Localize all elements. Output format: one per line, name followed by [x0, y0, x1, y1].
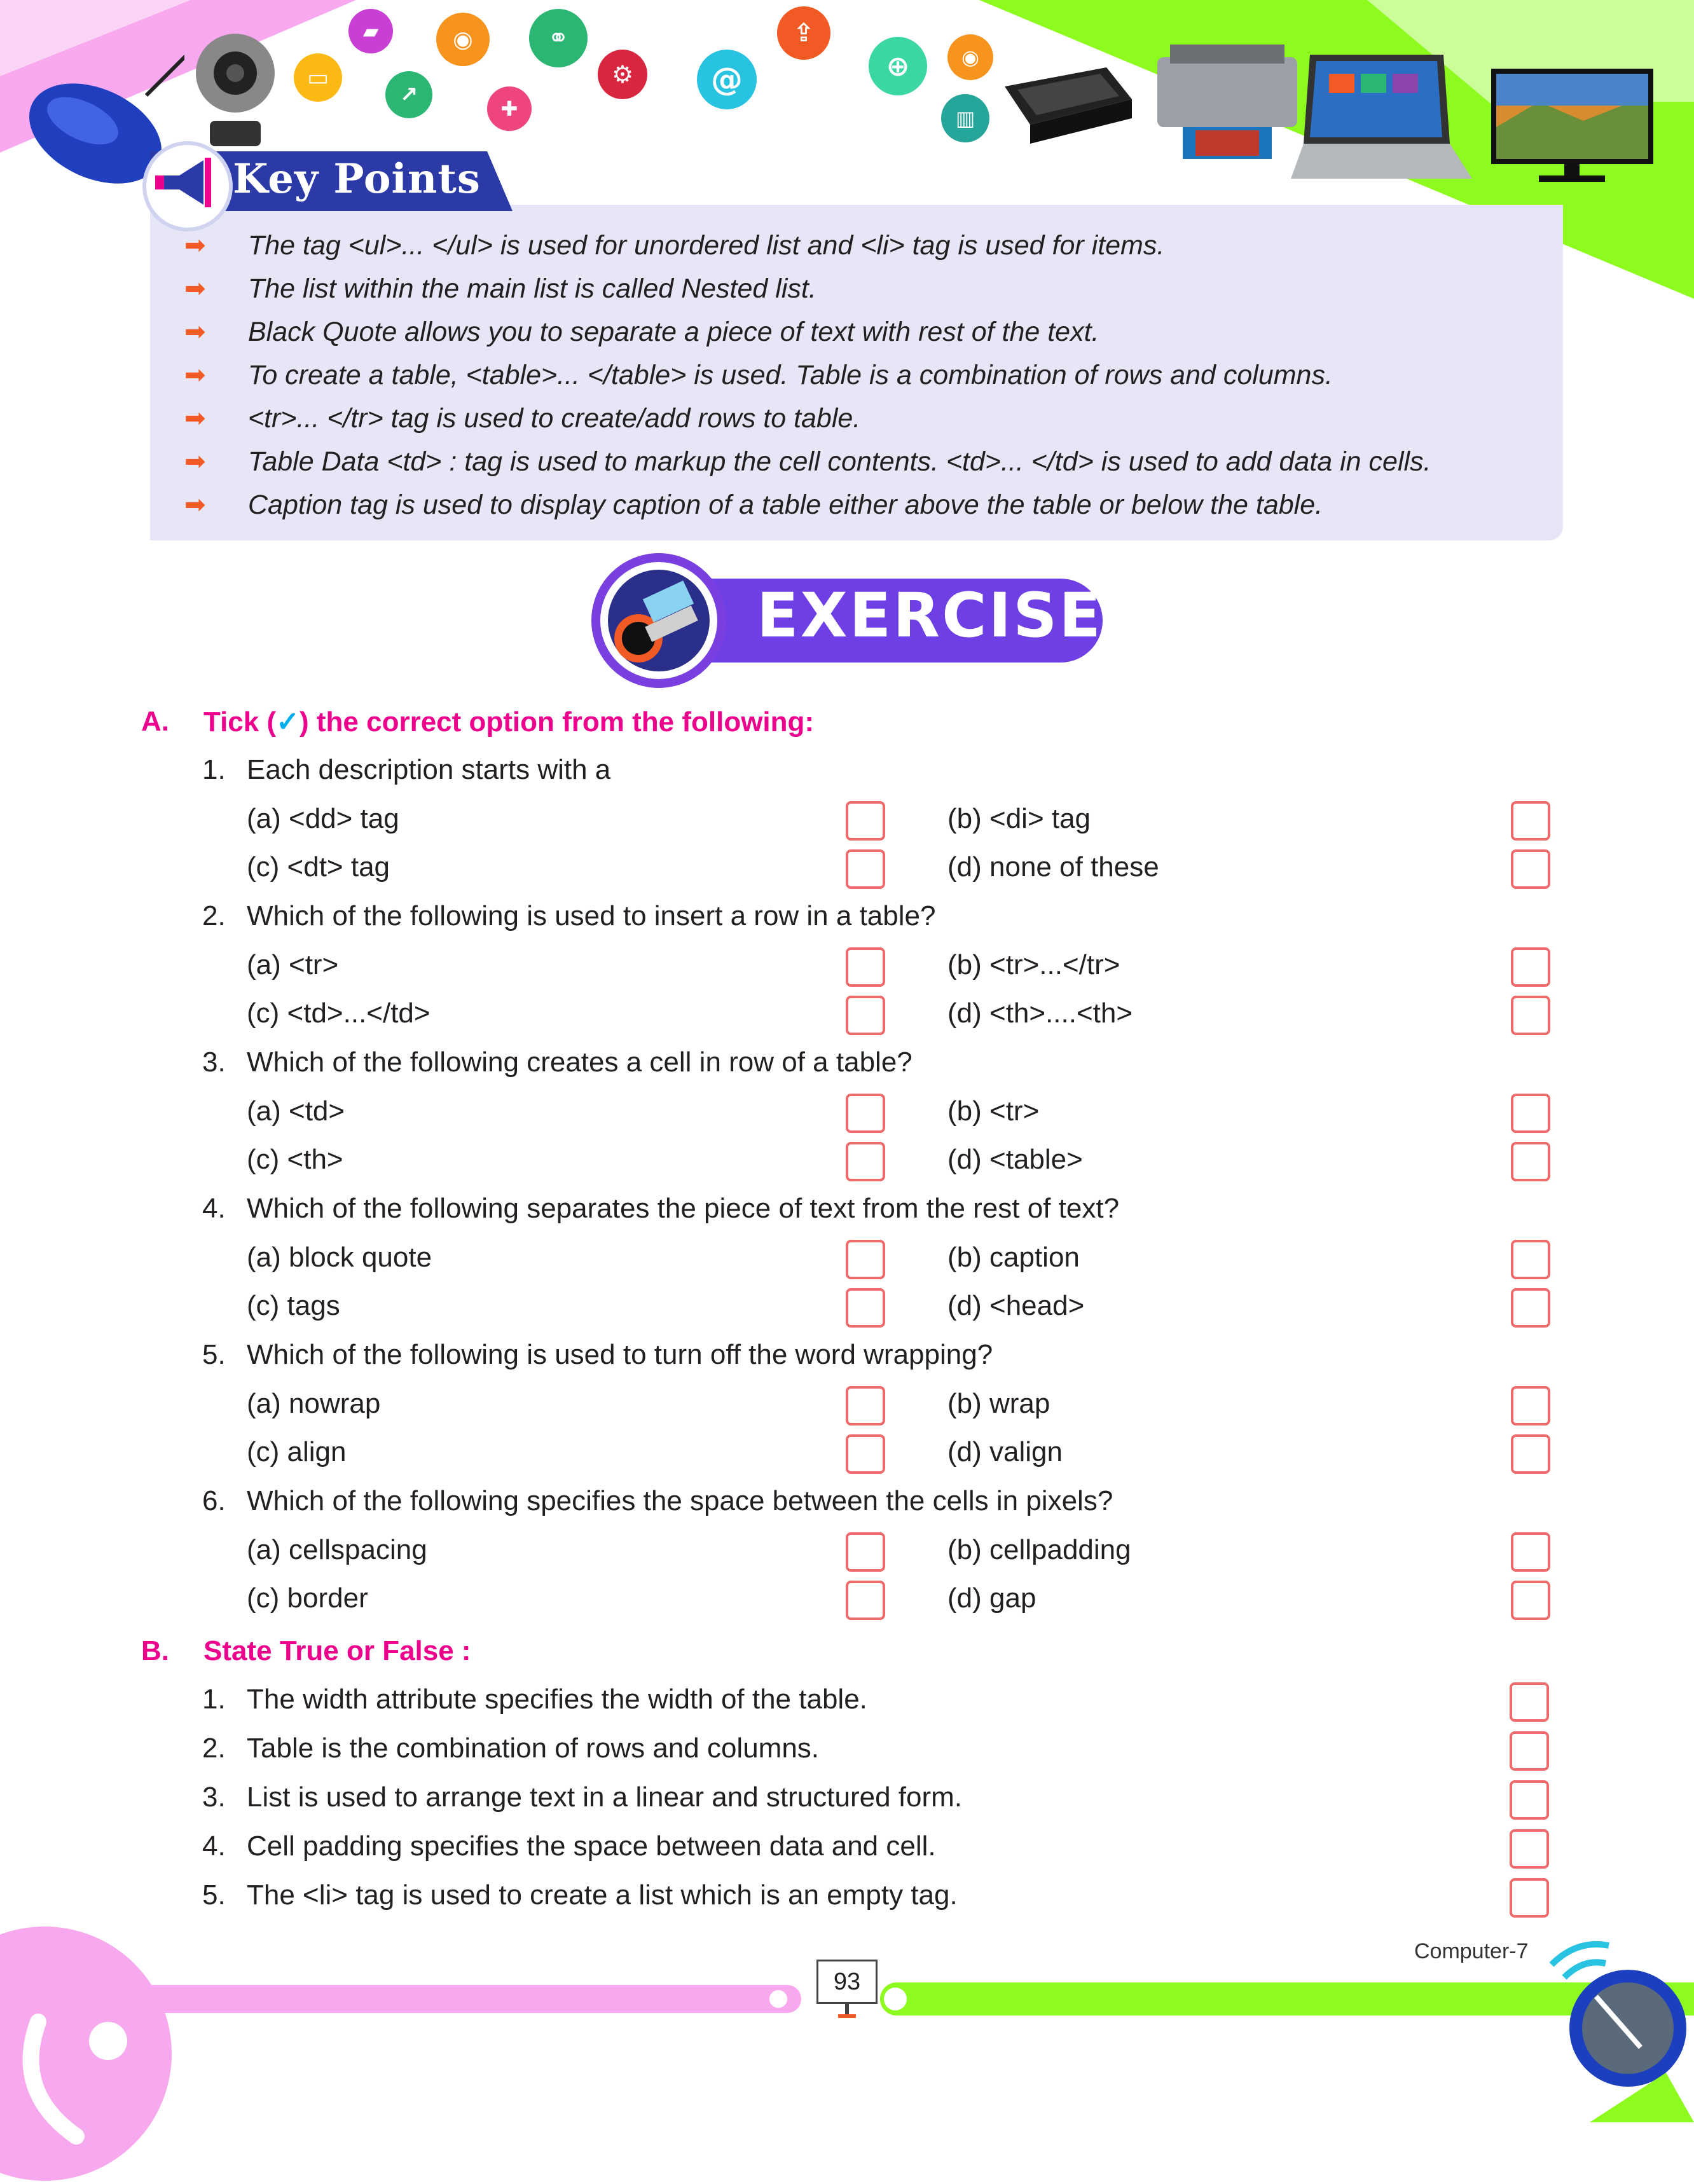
footer-pink-circle	[0, 1926, 172, 2181]
statement-text: The width attribute specifies the width of the table.	[247, 1684, 867, 1715]
checkbox-option-c[interactable]	[846, 1288, 885, 1328]
option-a: (a) block quote	[247, 1242, 432, 1273]
key-points-list	[184, 224, 1539, 526]
statement-number: 4.	[202, 1830, 226, 1862]
list-item: ➡ Table Data <td> : tag is used to markup the cell contents. <td>... </td> is used to add data in cells.	[184, 440, 1539, 483]
true-false-box[interactable]	[1510, 1731, 1549, 1771]
option-d: (d) none of these	[947, 851, 1159, 883]
option-c: (c) <th>	[247, 1144, 343, 1175]
option-a: (a) cellspacing	[247, 1534, 427, 1565]
checkbox-option-c[interactable]	[846, 996, 885, 1035]
bar-chart-icon: ▥	[941, 94, 989, 142]
checkbox-option-b[interactable]	[1511, 1532, 1550, 1572]
checkbox-option-a[interactable]	[846, 947, 885, 987]
arrow-icon: ➡	[184, 404, 206, 433]
option-b: (b) <tr>	[947, 1095, 1040, 1127]
question-number: 5.	[202, 1339, 226, 1370]
statement-number: 3.	[202, 1782, 226, 1813]
question-text: Which of the following specifies the space between the cells in pixels?	[247, 1485, 1113, 1516]
checkbox-option-b[interactable]	[1511, 1386, 1550, 1425]
checkbox-option-a[interactable]	[846, 801, 885, 841]
checkbox-option-c[interactable]	[846, 1142, 885, 1181]
checkbox-option-c[interactable]	[846, 1434, 885, 1474]
checkbox-option-d[interactable]	[1511, 1288, 1550, 1328]
question-text: Which of the following is used to turn off the word wrapping?	[247, 1339, 993, 1370]
checkbox-option-b[interactable]	[1511, 801, 1550, 841]
question-text: Which of the following is used to insert a row in a table?	[247, 900, 936, 931]
statement-number: 2.	[202, 1733, 226, 1764]
section-a-title: Tick (✓) the correct option from the following:	[203, 706, 815, 738]
question-number: 2.	[202, 900, 226, 931]
option-c: (c) <td>...</td>	[247, 998, 430, 1029]
arrow-icon: ➡	[184, 490, 206, 519]
option-b: (b) wrap	[947, 1388, 1050, 1419]
true-false-box[interactable]	[1510, 1682, 1549, 1722]
megaphone-icon	[142, 141, 233, 231]
option-c: (c) align	[247, 1436, 347, 1467]
mouse-small-icon: ◉	[436, 13, 490, 66]
true-false-box[interactable]	[1510, 1780, 1549, 1820]
arrow-icon: ➡	[184, 231, 206, 260]
network-icon: ⚭	[529, 9, 588, 67]
question-text: Which of the following creates a cell in row of a table?	[247, 1047, 912, 1078]
question-text: Which of the following separates the piece of text from the rest of text?	[247, 1193, 1120, 1224]
list-item: ➡ The list within the main list is called Nested list.	[184, 267, 1539, 310]
option-b: (b) caption	[947, 1242, 1080, 1273]
upload-icon: ⇪	[777, 6, 830, 60]
statement-text: Cell padding specifies the space between data and cell.	[247, 1830, 936, 1862]
statement-number: 1.	[202, 1684, 226, 1715]
true-false-box[interactable]	[1510, 1829, 1549, 1869]
checkbox-option-a[interactable]	[846, 1386, 885, 1425]
option-c: (c) tags	[247, 1290, 340, 1321]
monitor-icon: ▭	[294, 53, 342, 102]
checkbox-option-b[interactable]	[1511, 1240, 1550, 1279]
printer-icon	[1145, 38, 1310, 165]
mouse-small-icon: ◉	[947, 34, 993, 80]
scanner-icon	[992, 61, 1138, 150]
question-number: 4.	[202, 1193, 226, 1224]
option-c: (c) <dt> tag	[247, 851, 390, 883]
keyboard-icon	[608, 570, 710, 671]
book-label: Computer-7	[1414, 1939, 1529, 1963]
monitor-stand-icon	[834, 2004, 860, 2023]
option-d: (d) gap	[947, 1583, 1036, 1614]
checkbox-option-a[interactable]	[846, 1532, 885, 1572]
option-d: (d) <table>	[947, 1144, 1083, 1175]
globe-icon: ⊕	[869, 37, 927, 95]
true-false-box[interactable]	[1510, 1878, 1549, 1918]
checkbox-option-a[interactable]	[846, 1094, 885, 1133]
arrow-icon: ➡	[184, 274, 206, 303]
option-a: (a) nowrap	[247, 1388, 381, 1419]
section-b-title: State True or False :	[203, 1635, 471, 1666]
checkbox-option-b[interactable]	[1511, 947, 1550, 987]
section-a-letter: A.	[141, 706, 169, 737]
section-b-letter: B.	[141, 1635, 169, 1666]
footer-pink-bar	[95, 1985, 801, 2013]
checkbox-option-c[interactable]	[846, 1581, 885, 1620]
gamepad-icon: ✚	[487, 86, 532, 131]
statement-text: List is used to arrange text in a linear and structured form.	[247, 1782, 963, 1813]
statement-number: 5.	[202, 1879, 226, 1911]
checkbox-option-d[interactable]	[1511, 1581, 1550, 1620]
satellite-dish-icon	[1539, 1926, 1694, 2122]
checkmark-icon: ✓	[276, 706, 300, 738]
at-icon: @	[697, 50, 757, 109]
question-number: 3.	[202, 1047, 226, 1078]
checkbox-option-d[interactable]	[1511, 1434, 1550, 1474]
arrow-icon: ➡	[184, 317, 206, 347]
list-item: ➡ The tag <ul>... </ul> is used for unordered list and <li> tag is used for items.	[184, 224, 1539, 267]
folder-icon: ▰	[348, 9, 393, 53]
list-item: ➡ Black Quote allows you to separate a piece of text with rest of the text.	[184, 310, 1539, 354]
key-points-title: Key Points	[233, 155, 481, 203]
option-b: (b) <di> tag	[947, 803, 1091, 834]
option-b: (b) cellpadding	[947, 1534, 1131, 1565]
statement-text: Table is the combination of rows and columns.	[247, 1733, 820, 1764]
checkbox-option-d[interactable]	[1511, 1142, 1550, 1181]
checkbox-option-d[interactable]	[1511, 849, 1550, 889]
option-b: (b) <tr>...</tr>	[947, 949, 1120, 980]
list-item: ➡ <tr>... </tr> tag is used to create/add rows to table.	[184, 397, 1539, 440]
statement-text: The <li> tag is used to create a list which is an empty tag.	[247, 1879, 958, 1911]
option-a: (a) <tr>	[247, 949, 339, 980]
checkbox-option-a[interactable]	[846, 1240, 885, 1279]
laptop-icon	[1291, 48, 1475, 188]
question-number: 6.	[202, 1485, 226, 1516]
arrow-icon: ➡	[184, 447, 206, 476]
footer-pink-dot	[766, 1986, 791, 2012]
footer-green-dot	[884, 1988, 907, 2010]
option-a: (a) <dd> tag	[247, 803, 399, 834]
checkbox-option-d[interactable]	[1511, 996, 1550, 1035]
monitor-landscape-icon	[1488, 64, 1660, 191]
option-d: (d) <head>	[947, 1290, 1085, 1321]
list-item: ➡ Caption tag is used to display caption of a table either above the table or below the table.	[184, 483, 1539, 526]
question-text: Each description starts with a	[247, 754, 611, 785]
chart-icon: ↗	[385, 71, 432, 118]
option-d: (d) valign	[947, 1436, 1063, 1467]
question-number: 1.	[202, 754, 226, 785]
arrow-icon: ➡	[184, 361, 206, 390]
checkbox-option-c[interactable]	[846, 849, 885, 889]
exercise-title: EXERCISE	[757, 580, 1103, 651]
checkbox-option-b[interactable]	[1511, 1094, 1550, 1133]
list-item: ➡ To create a table, <table>... </table> is used. Table is a combination of rows and columns.	[184, 354, 1539, 397]
option-d: (d) <th>....<th>	[947, 998, 1133, 1029]
webcam-icon	[184, 25, 286, 153]
option-a: (a) <td>	[247, 1095, 345, 1127]
gear-icon: ⚙	[598, 50, 647, 99]
page-number: 93	[816, 1960, 878, 2004]
option-c: (c) border	[247, 1583, 368, 1614]
